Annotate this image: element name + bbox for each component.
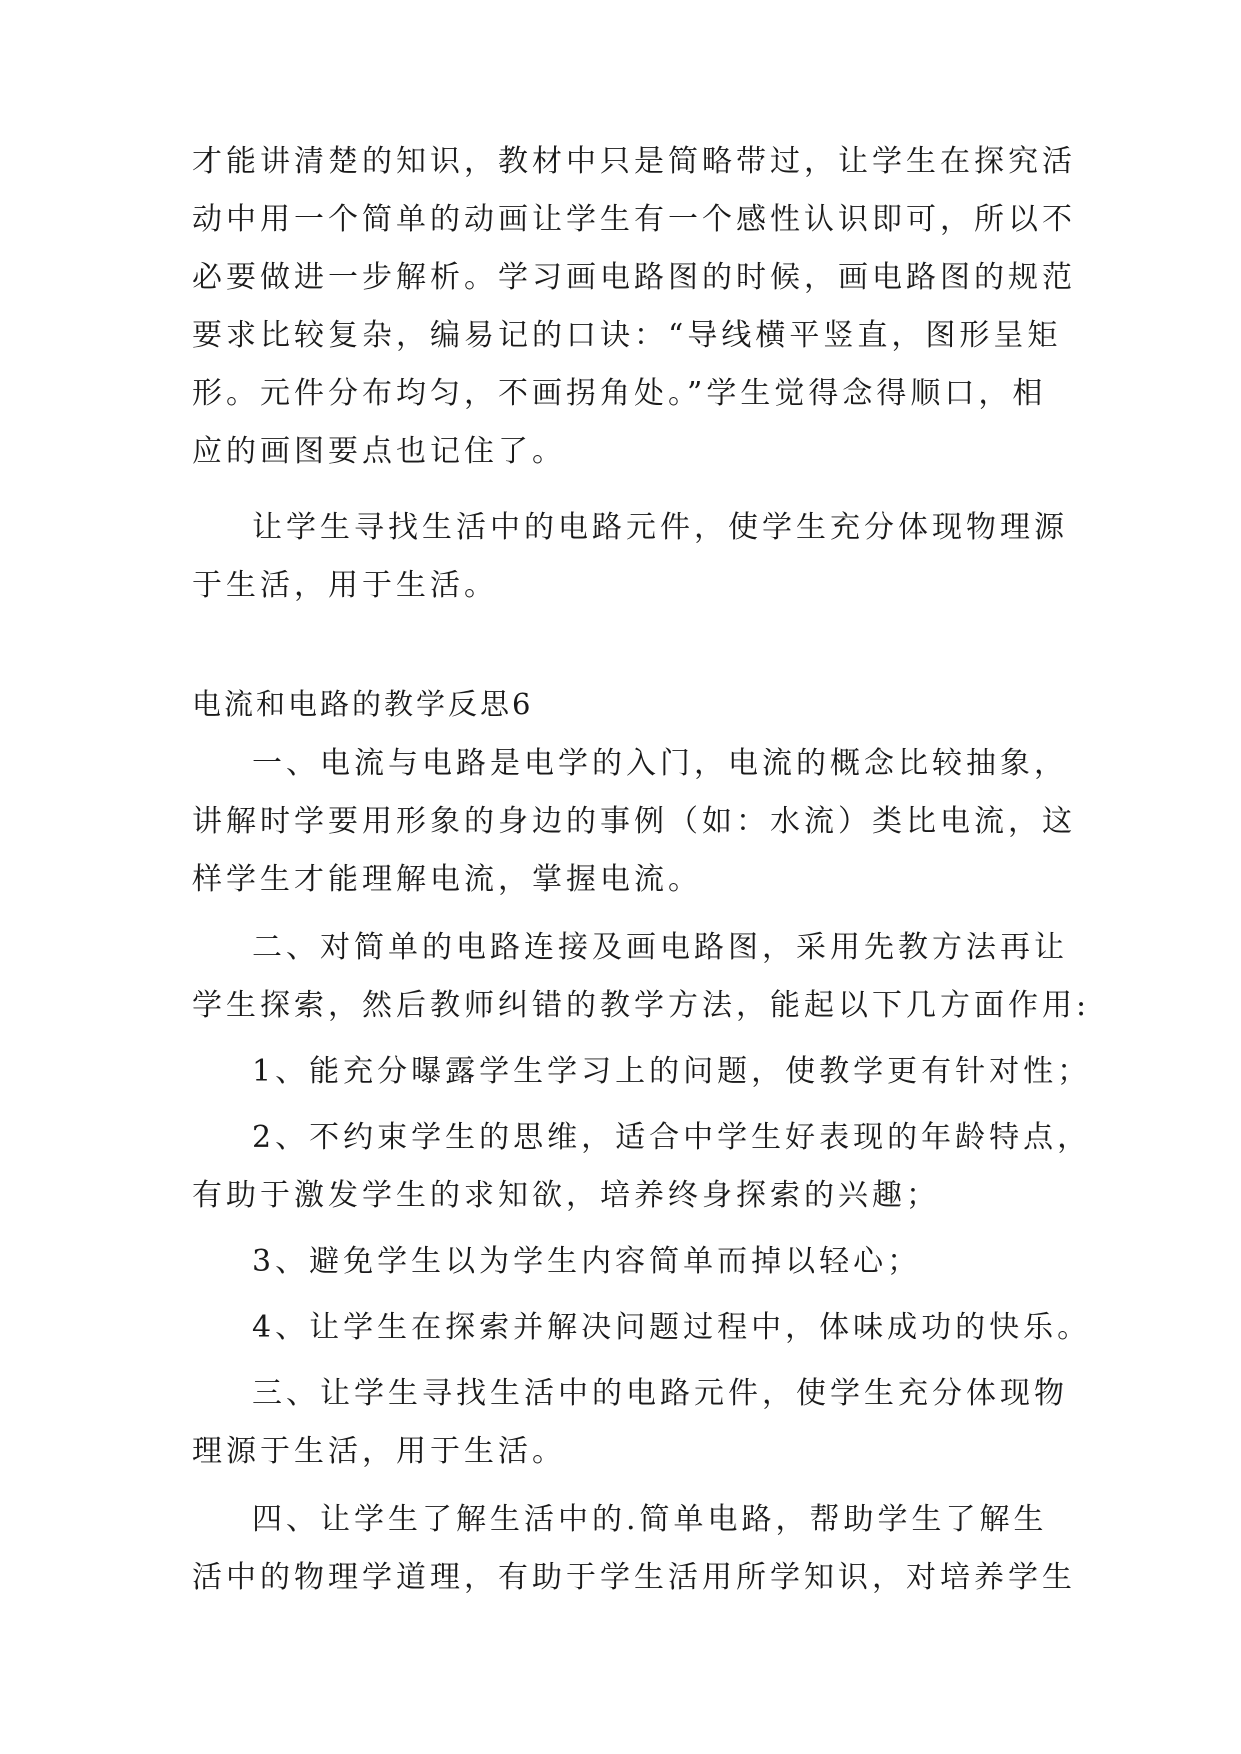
- list-item: 1、能充分曝露学生学习上的问题，使教学更有针对性；: [252, 1054, 1092, 1089]
- body-line: 让学生寻找生活中的电路元件，使学生充分体现物理源: [252, 510, 1068, 545]
- body-line: 学生探索，然后教师纠错的教学方法，能起以下几方面作用:: [192, 988, 1091, 1023]
- body-line: 形。元件分布均匀，不画拐角处。”学生觉得念得顺口，相: [192, 376, 1047, 411]
- list-item: 有助于激发学生的求知欲，培养终身探索的兴趣；: [192, 1178, 940, 1213]
- body-line: 于生活，用于生活。: [192, 568, 498, 603]
- list-item: 2、不约束学生的思维，适合中学生好表现的年龄特点，: [252, 1120, 1092, 1155]
- body-line: 理源于生活，用于生活。: [192, 1434, 566, 1469]
- body-line: 样学生才能理解电流，掌握电流。: [192, 862, 702, 897]
- body-line: 二、对简单的电路连接及画电路图，采用先教方法再让: [252, 930, 1068, 965]
- body-line: 一、电流与电路是电学的入门，电流的概念比较抽象，: [252, 746, 1068, 781]
- list-item: 3、避免学生以为学生内容简单而掉以轻心；: [252, 1244, 922, 1279]
- section-title: 电流和电路的教学反思6: [192, 687, 534, 721]
- list-item: 4、让学生在探索并解决问题过程中，体味成功的快乐。: [252, 1310, 1092, 1345]
- body-line: 讲解时学要用形象的身边的事例（如：水流）类比电流，这: [192, 804, 1076, 839]
- body-line: 三、让学生寻找生活中的电路元件，使学生充分体现物: [252, 1376, 1068, 1411]
- body-line: 活中的物理学道理，有助于学生活用所学知识，对培养学生: [192, 1560, 1076, 1595]
- body-line: 动中用一个简单的动画让学生有一个感性认识即可，所以不: [192, 202, 1076, 237]
- body-line: 才能讲清楚的知识，教材中只是简略带过，让学生在探究活: [192, 144, 1076, 179]
- body-line: 应的画图要点也记住了。: [192, 434, 566, 469]
- body-line: 必要做进一步解析。学习画电路图的时候，画电路图的规范: [192, 260, 1076, 295]
- body-line: 要求比较复杂，编易记的口诀：“导线横平竖直，图形呈矩: [192, 318, 1062, 353]
- body-line: 四、让学生了解生活中的.简单电路，帮助学生了解生: [252, 1502, 1048, 1537]
